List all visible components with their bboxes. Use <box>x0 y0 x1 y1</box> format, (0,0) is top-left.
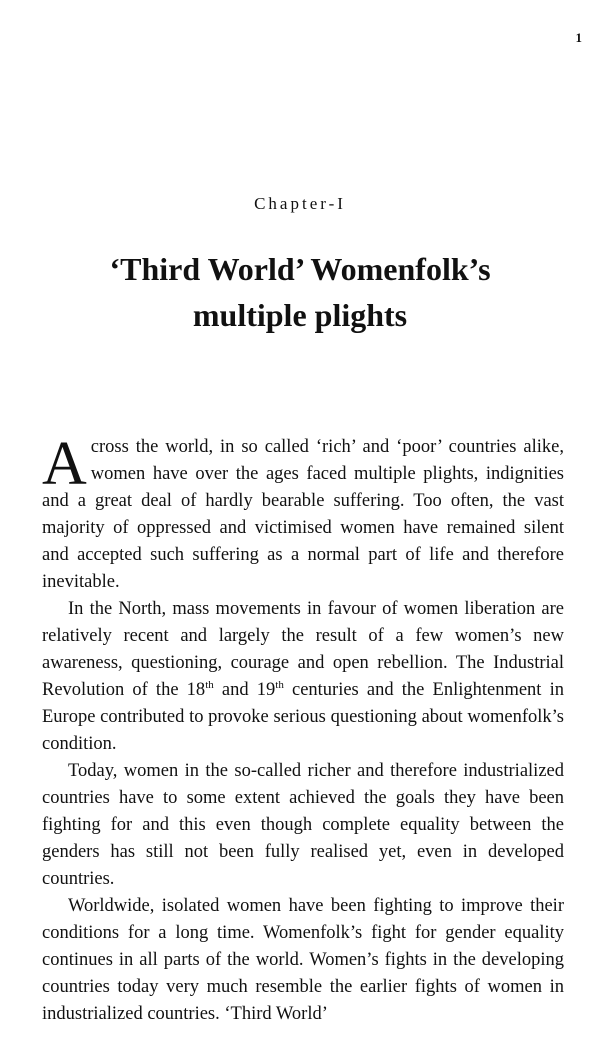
paragraph-2-text-b: and 19 <box>213 680 276 700</box>
drop-cap: A <box>42 430 87 498</box>
body-text <box>42 430 564 1028</box>
paragraph-3: Today, women in the so-called richer and therefore industrialized countries have to some extent achieved the goals they have been fighting for and this even though complete equality between the genders has still not been fully realised yet, even in developed countries. <box>42 761 564 889</box>
paragraph-4: Worldwide, isolated women have been fighting to improve their conditions for a long time. Womenfolk’s fight for gender equality continues in all parts of the world. Women’s fights in the developing countries today very much resemble the earlier fights of women in industrialized countries. ‘Third World’ <box>42 896 564 1024</box>
chapter-title <box>0 246 600 338</box>
superscript-th-18: th <box>205 678 214 691</box>
paragraph-1 <box>42 430 564 596</box>
chapter-title-line-2: multiple plights <box>192 297 408 333</box>
superscript-th-19: th <box>275 678 284 691</box>
chapter-title-line-1: ‘Third World’ Womenfolk’s <box>109 251 491 287</box>
paragraph-2-text-a: In the North, mass movements in favour of women liberation are relatively recent and largely the result of a few women’s new awareness, questioning, courage and open rebellion. The Industrial Revolution of the 18 <box>42 599 564 700</box>
chapter-label: Chapter-I <box>254 194 346 213</box>
paragraph-2-text-c: centuries and the Enlightenment in Europe contributed to provoke serious questioning about womenfolk’s condition. <box>42 680 564 754</box>
paragraph-2 <box>42 596 564 758</box>
paragraph-1-text: cross the world, in so called ‘rich’ and ‘poor’ countries alike, women have over the ages faced multiple plights, indignities and a great deal of hardly bearable suffering. Too often, the vast majority of oppressed and victimised women have remained silent and accepted such suffering as a normal part of life and therefore inevitable. <box>42 437 564 592</box>
page-number: 1 <box>575 30 582 45</box>
